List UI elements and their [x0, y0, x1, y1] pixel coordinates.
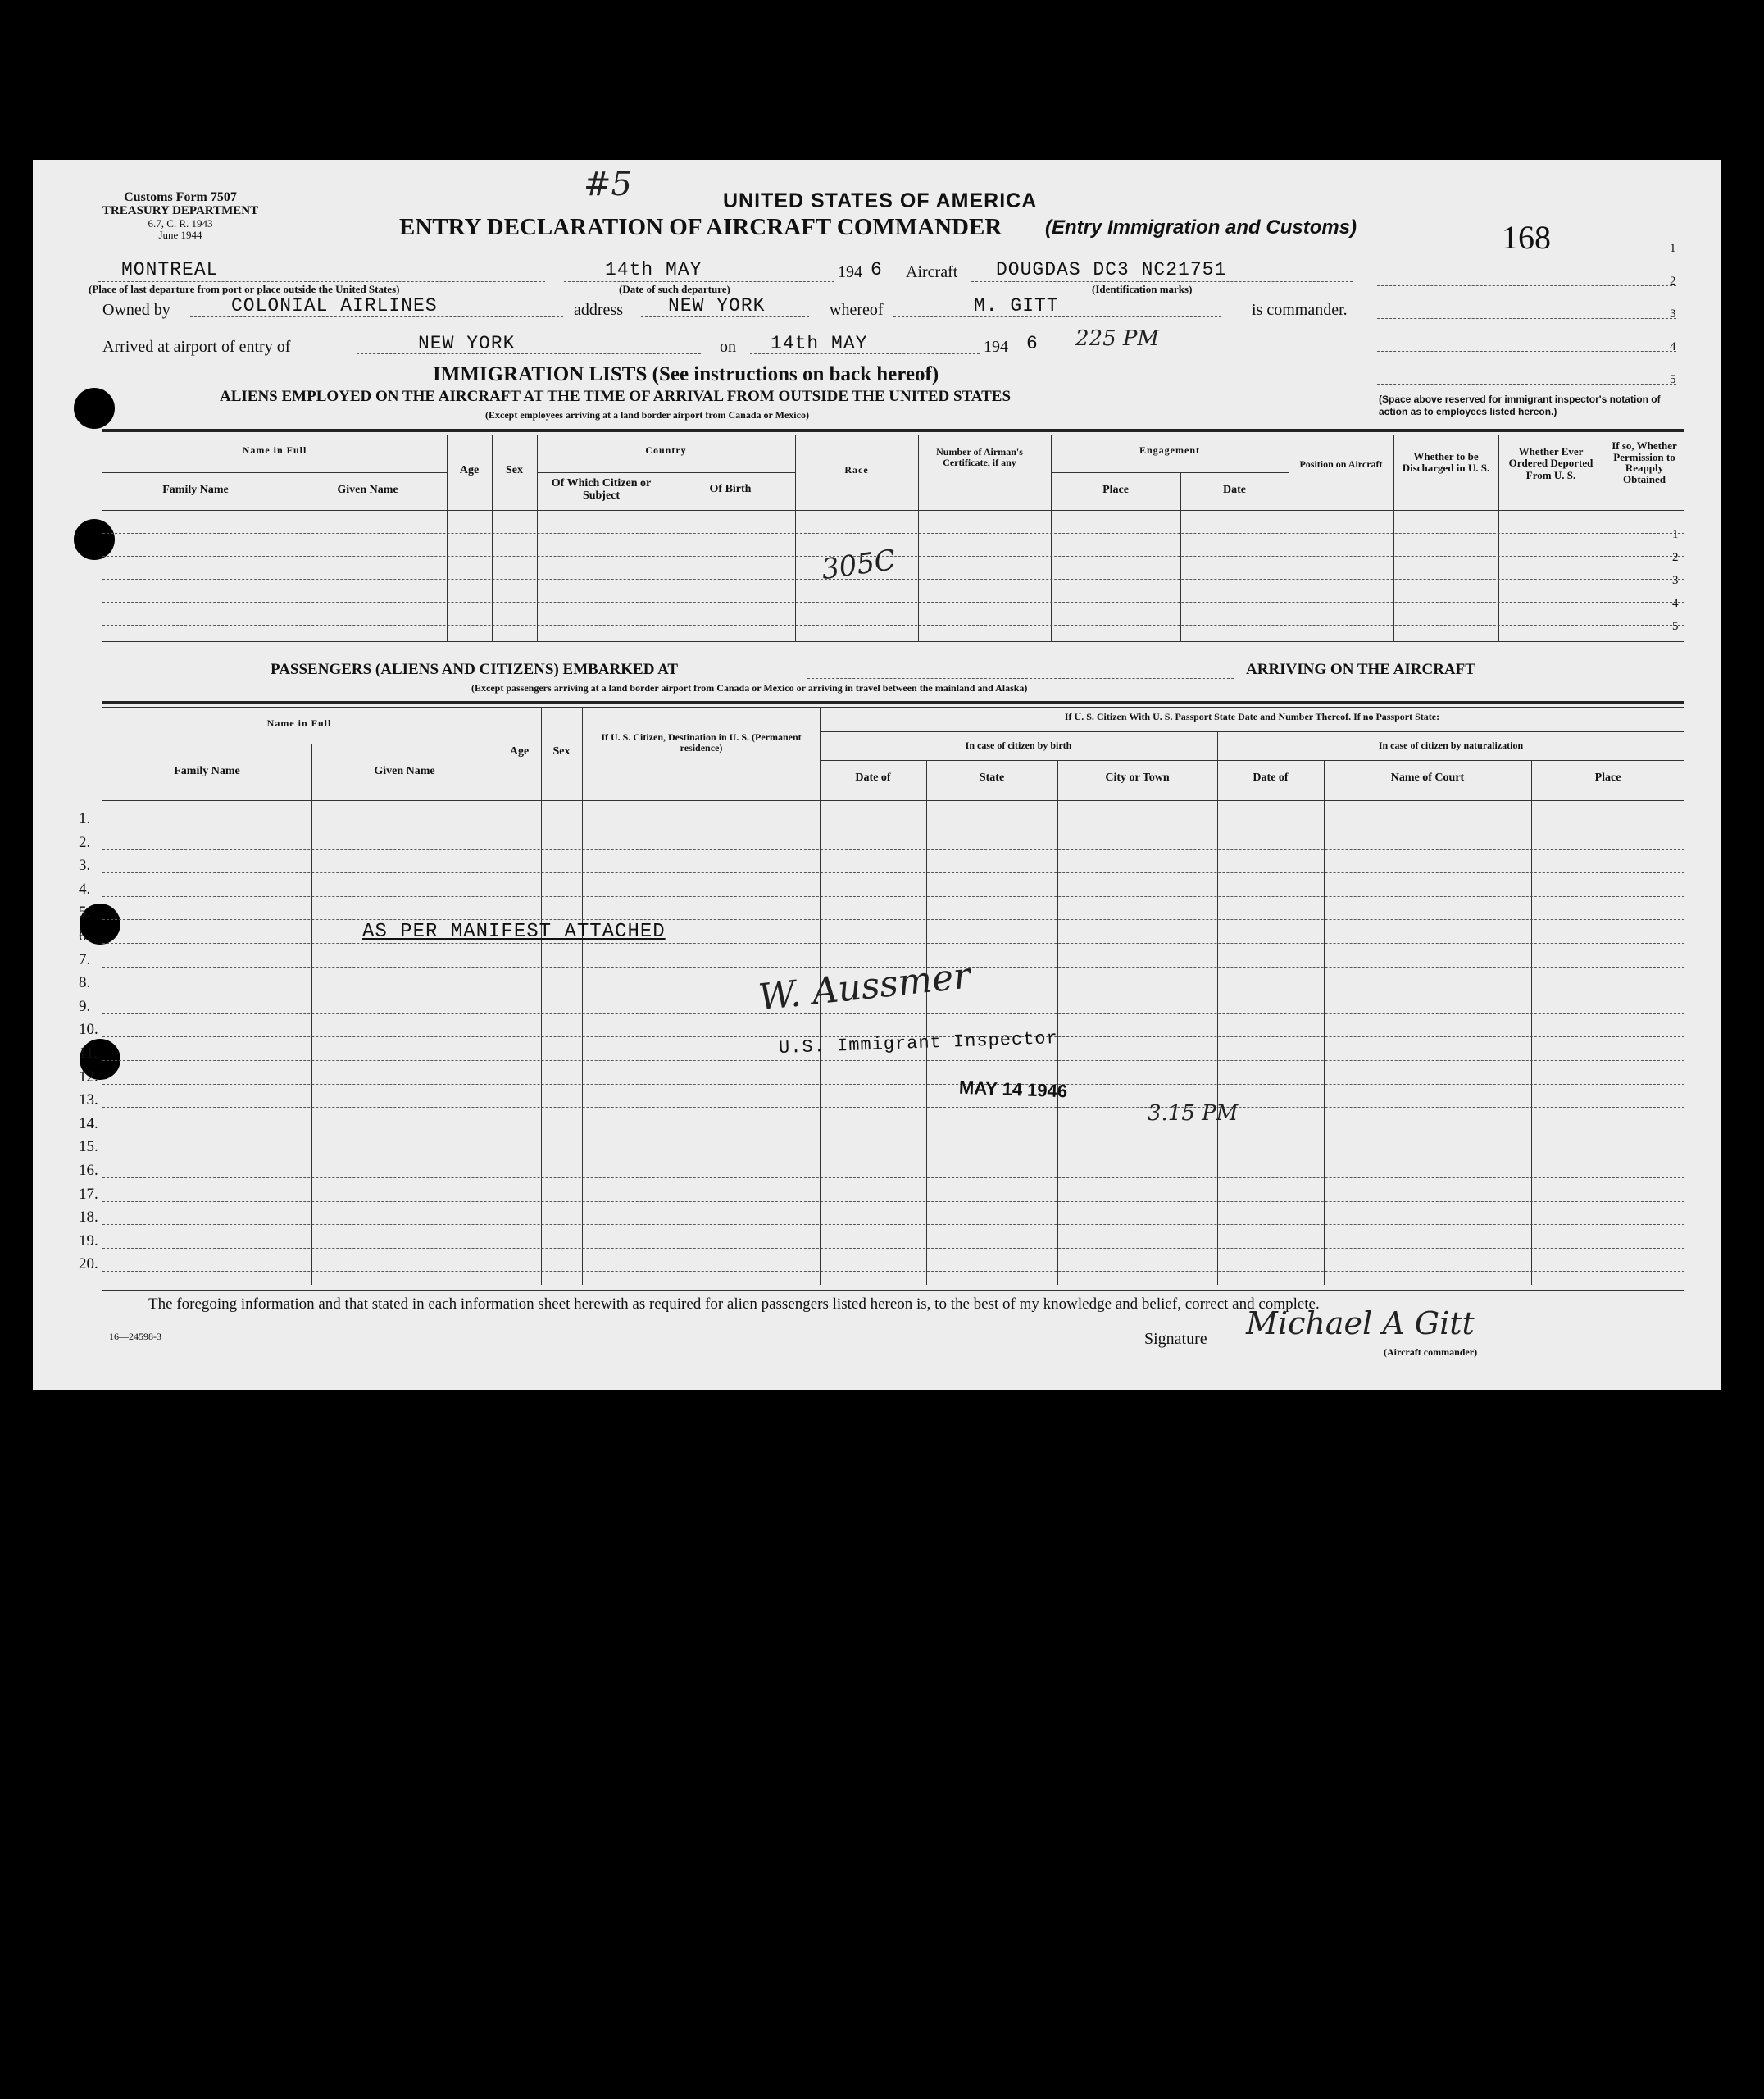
inspector-line-number: 4	[1670, 340, 1676, 353]
punch-hole	[74, 388, 115, 429]
arrival-date: 14th MAY	[771, 333, 868, 354]
pax-header-date-of: Date of	[855, 772, 891, 784]
form-number: 168	[1502, 219, 1551, 256]
row-number: 13.	[79, 1091, 98, 1109]
table-row	[102, 1177, 1684, 1178]
inspector-title: U.S. Immigrant Inspector	[778, 1028, 1059, 1059]
table-row	[102, 1271, 1684, 1272]
pax-header-state: State	[979, 772, 1005, 784]
pax-header-given: Given Name	[374, 765, 435, 777]
row-number: 9.	[79, 997, 91, 1015]
imm-header-race: Race	[844, 464, 869, 476]
imm-header-date: Date	[1223, 484, 1246, 496]
table-row	[102, 1084, 1684, 1085]
imm-header-deported: Whether Ever Ordered Deported From U. S.	[1508, 445, 1594, 481]
arrival-time-note: 225 PM	[1075, 326, 1160, 351]
pax-header-city: City or Town	[1105, 772, 1170, 784]
table-row	[102, 602, 1684, 603]
row-number: 3	[1672, 574, 1679, 587]
departure-year-prefix: 194	[838, 263, 862, 281]
form-date: June 1944	[158, 229, 202, 241]
commander-name: M. GITT	[974, 295, 1059, 316]
immigration-note: (Except employees arriving at a land border airport from Canada or Mexico)	[485, 409, 809, 421]
row-number: 5.	[79, 904, 91, 922]
imm-header-certificate: Number of Airman's Certificate, if any	[936, 446, 1023, 469]
imm-header-of-birth: Of Birth	[709, 483, 752, 495]
departure-place-caption: (Place of last departure from port or place outside the United States)	[89, 283, 400, 295]
inspector-signature: W. Aussmer	[756, 954, 973, 1019]
aircraft-label: Aircraft	[906, 263, 958, 281]
signature-label: Signature	[1144, 1330, 1207, 1348]
table-row	[102, 1201, 1684, 1202]
inspector-line-number: 5	[1670, 373, 1676, 386]
row-number: 16.	[79, 1162, 98, 1179]
inspector-stamp-date: MAY 14 1946	[958, 1077, 1068, 1102]
inspector-line-number: 1	[1670, 242, 1676, 255]
imm-header-discharged: Whether to be Discharged in U. S.	[1402, 450, 1490, 475]
aircraft-caption: (Identification marks)	[1092, 283, 1193, 295]
row-number: 4	[1672, 597, 1679, 610]
imm-header-family: Family Name	[162, 484, 229, 496]
inspector-caption: (Space above reserved for immigrant inspector's notation of action as to employees listed hereon.)	[1379, 394, 1661, 417]
row-number: 2	[1672, 551, 1679, 564]
pax-header-age: Age	[509, 745, 530, 758]
manifest-note: AS PER MANIFEST ATTACHED	[362, 921, 666, 943]
owned-by-label: Owned by	[102, 301, 170, 319]
row-number: 12.	[79, 1068, 98, 1086]
punch-hole	[74, 519, 115, 560]
table-row	[102, 625, 1684, 626]
table-row	[102, 849, 1684, 850]
arrival-year-suffix: 6	[1026, 333, 1039, 354]
table-row	[102, 1013, 1684, 1014]
owner-address: NEW YORK	[668, 295, 766, 316]
table-row	[102, 1060, 1684, 1061]
row-number: 18.	[79, 1209, 98, 1227]
commander-signature: Michael A Gitt	[1246, 1305, 1475, 1341]
row-number: 15.	[79, 1138, 98, 1156]
passengers-note: (Except passengers arriving at a land border airport from Canada or Mexico or arriving in travel between the mainland and Alaska)	[471, 682, 1028, 694]
address-label: address	[574, 301, 623, 319]
imm-header-place: Place	[1102, 484, 1129, 496]
owner-name: COLONIAL AIRLINES	[231, 295, 438, 316]
departure-date-caption: (Date of such departure)	[619, 283, 730, 295]
commander-suffix: is commander.	[1252, 301, 1348, 319]
pax-header-by-naturalization: In case of citizen by naturalization	[1378, 740, 1524, 751]
form-id: Customs Form 7507	[124, 190, 237, 204]
immigration-subtitle: ALIENS EMPLOYED ON THE AIRCRAFT AT THE TIME OF ARRIVAL FROM OUTSIDE THE UNITED STATES	[220, 388, 1012, 405]
arrival-on-label: on	[720, 338, 736, 356]
immigration-handwritten-note: 305C	[819, 543, 898, 587]
table-row	[102, 1224, 1684, 1225]
imm-header-permission: If so, Whether Permission to Reapply Obtained	[1612, 439, 1677, 485]
pax-header-date-of-2: Date of	[1253, 772, 1289, 784]
inspector-stamp-time: 3.15 PM	[1148, 1101, 1239, 1126]
form-title: ENTRY DECLARATION OF AIRCRAFT COMMANDER	[399, 214, 1002, 240]
row-number: 1	[1672, 528, 1679, 541]
row-number: 7.	[79, 950, 91, 968]
inspector-line	[1377, 351, 1676, 352]
table-row	[102, 872, 1684, 873]
inspector-line-number: 2	[1670, 275, 1676, 288]
departure-year-suffix: 6	[871, 259, 883, 280]
row-number: 6.	[79, 927, 91, 945]
pax-header-destination: If U. S. Citizen, Destination in U. S. (Permanent residence)	[601, 731, 802, 754]
immigration-title: IMMIGRATION LISTS (See instructions on back hereof)	[433, 363, 939, 385]
form-code: 16—24598-3	[109, 1331, 161, 1342]
table-row	[102, 579, 1684, 580]
row-number: 8.	[79, 974, 91, 992]
row-number: 3.	[79, 857, 91, 875]
signature-caption: (Aircraft commander)	[1384, 1346, 1478, 1358]
certification-text: The foregoing information and that stated in each information sheet herewith as required for alien passengers listed hereon is, to the best of my knowledge and belief, correct and complete.	[148, 1295, 1320, 1313]
inspector-line-number: 3	[1670, 307, 1676, 321]
row-number: 11.	[79, 1045, 98, 1062]
row-number: 2.	[79, 833, 91, 851]
whereof-label: whereof	[830, 301, 884, 319]
pax-header-by-birth: In case of citizen by birth	[965, 740, 1072, 751]
pax-header-sex: Sex	[552, 745, 571, 758]
table-row	[102, 1107, 1684, 1108]
imm-header-name: Name in Full	[242, 444, 307, 456]
pax-header-place: Place	[1594, 772, 1621, 784]
row-number: 20.	[79, 1255, 98, 1273]
aircraft-identification: DOUGDAS DC3 NC21751	[996, 259, 1227, 280]
pax-header-passport: If U. S. Citizen With U. S. Passport State Date and Number Thereof. If no Passport State:	[1064, 711, 1440, 722]
table-row	[102, 896, 1684, 897]
country-heading: UNITED STATES OF AMERICA	[723, 189, 1038, 212]
row-number: 5	[1672, 620, 1679, 633]
departure-place: MONTREAL	[121, 259, 219, 280]
imm-header-sex: Sex	[506, 464, 523, 476]
passengers-title-left: PASSENGERS (ALIENS AND CITIZENS) EMBARKED AT	[271, 661, 679, 678]
row-number: 4.	[79, 880, 91, 898]
row-number: 1.	[79, 810, 91, 827]
table-row	[102, 919, 1684, 920]
table-row	[102, 1248, 1684, 1249]
handwritten-mark: #5	[584, 166, 632, 203]
imm-header-given: Given Name	[337, 484, 398, 496]
table-row	[102, 943, 1684, 944]
arrival-year-prefix: 194	[984, 338, 1008, 356]
passengers-title-right: ARRIVING ON THE AIRCRAFT	[1246, 661, 1475, 678]
arrival-label: Arrived at airport of entry of	[102, 338, 291, 356]
row-number: 19.	[79, 1232, 98, 1250]
imm-header-country: Country	[645, 444, 687, 456]
form-cr: 6.7, C. R. 1943	[148, 217, 213, 230]
pax-header-name: Name in Full	[266, 717, 332, 729]
departure-date: 14th MAY	[605, 259, 702, 280]
inspector-line	[1377, 285, 1676, 286]
form-department: TREASURY DEPARTMENT	[102, 204, 259, 217]
imm-header-position: Position on Aircraft	[1299, 458, 1383, 470]
row-number: 14.	[79, 1114, 98, 1132]
table-row	[102, 533, 1684, 534]
imm-header-age: Age	[459, 464, 480, 476]
inspector-line	[1377, 384, 1676, 385]
pax-header-family: Family Name	[174, 765, 240, 777]
imm-header-citizen-of: Of Which Citizen or Subject	[551, 477, 652, 503]
form-title-paren: (Entry Immigration and Customs)	[1045, 216, 1357, 239]
arrival-airport: NEW YORK	[418, 333, 516, 354]
pax-header-court: Name of Court	[1390, 772, 1465, 784]
inspector-line	[1377, 318, 1676, 319]
imm-header-engagement: Engagement	[1139, 444, 1200, 456]
row-number: 17.	[79, 1185, 98, 1203]
row-number: 10.	[79, 1021, 98, 1039]
